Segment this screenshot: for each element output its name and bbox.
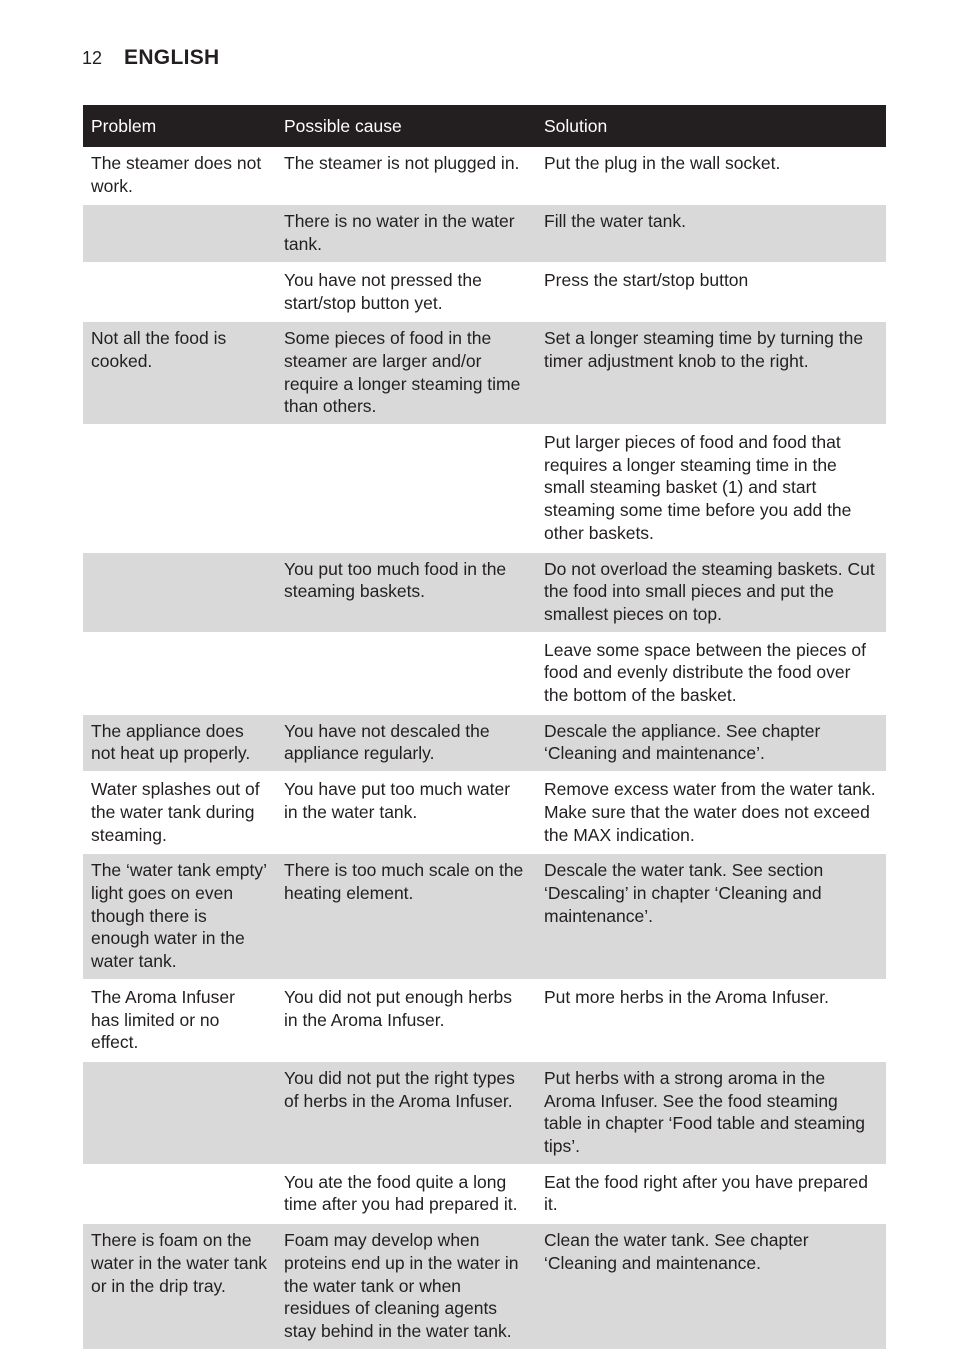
table-row (83, 147, 886, 204)
troubleshooting-table (83, 105, 886, 1351)
solution-cell: Eat the food right after you have prepared it. (536, 1165, 886, 1223)
cause-cell: Foam may develop when proteins end up in the water in the water tank or when residues of cleaning agents stay behind in the water tank. (276, 1223, 536, 1350)
solution-cell: Press the start/stop button (536, 263, 886, 321)
page-header (82, 46, 219, 70)
cause-cell: You did not put enough herbs in the Aroma Infuser. (276, 980, 536, 1061)
solution-cell: Put larger pieces of food and food that requires a longer steaming time in the small steaming basket (1) and start steaming some time before you add the other baskets. (536, 425, 886, 552)
cause-cell: You have not descaled the appliance regularly. (276, 714, 536, 772)
solution-cell: Put herbs with a strong aroma in the Aroma Infuser. See the food steaming table in chapter ‘Food table and steaming tips’. (536, 1061, 886, 1165)
table-row (83, 772, 886, 853)
table-row (83, 1223, 886, 1350)
table-row (83, 263, 886, 321)
cause-cell: The steamer is not plugged in. (276, 147, 536, 204)
problem-cell: There is foam on the water in the water tank or in the drip tray. (83, 1223, 276, 1350)
problem-cell: Water splashes out of the water tank during steaming. (83, 772, 276, 853)
solution-cell: Descale the appliance. See chapter ‘Cleaning and maintenance’. (536, 714, 886, 772)
problem-cell (83, 1165, 276, 1223)
solution-cell: Remove excess water from the water tank. Make sure that the water does not exceed the MAX indication. (536, 772, 886, 853)
cause-cell: You ate the food quite a long time after you had prepared it. (276, 1165, 536, 1223)
table-row (83, 714, 886, 772)
solution-cell: Do not overload the steaming baskets. Cut the food into small pieces and put the smallest pieces on top. (536, 552, 886, 633)
table-row (83, 552, 886, 633)
table-row (83, 853, 886, 980)
table-row (83, 204, 886, 262)
cause-cell: Some pieces of food in the steamer are larger and/or require a longer steaming time than others. (276, 321, 536, 425)
problem-cell: Not all the food is cooked. (83, 321, 276, 425)
cause-cell (276, 633, 536, 714)
solution-cell: Descale the water tank. See section ‘Descaling’ in chapter ‘Cleaning and maintenance’. (536, 853, 886, 980)
problem-cell: The appliance does not heat up properly. (83, 714, 276, 772)
problem-cell (83, 425, 276, 552)
page-number: 12 (82, 48, 103, 68)
problem-cell: The steamer does not work. (83, 147, 276, 204)
solution-cell: Put the plug in the wall socket. (536, 147, 886, 204)
problem-cell: The Aroma Infuser has limited or no effect. (83, 980, 276, 1061)
solution-cell: Clean the water tank. See chapter ‘Cleaning and maintenance. (536, 1223, 886, 1350)
problem-cell (83, 1061, 276, 1165)
table-row (83, 1165, 886, 1223)
column-header-problem: Problem (83, 105, 276, 147)
solution-cell: Set a longer steaming time by turning the timer adjustment knob to the right. (536, 321, 886, 425)
problem-cell: The ‘water tank empty’ light goes on even though there is enough water in the water tank. (83, 853, 276, 980)
cause-cell (276, 425, 536, 552)
section-title: ENGLISH (124, 46, 220, 69)
cause-cell: You did not put the right types of herbs in the Aroma Infuser. (276, 1061, 536, 1165)
column-header-possible-cause: Possible cause (276, 105, 536, 147)
column-header-solution: Solution (536, 105, 886, 147)
table-row (83, 633, 886, 714)
table-row (83, 1061, 886, 1165)
cause-cell: You have put too much water in the water tank. (276, 772, 536, 853)
problem-cell (83, 552, 276, 633)
solution-cell: Fill the water tank. (536, 204, 886, 262)
cause-cell: There is too much scale on the heating element. (276, 853, 536, 980)
table-header-row (83, 105, 886, 147)
table-row (83, 980, 886, 1061)
table-row (83, 321, 886, 425)
problem-cell (83, 263, 276, 321)
cause-cell: There is no water in the water tank. (276, 204, 536, 262)
solution-cell: Leave some space between the pieces of food and evenly distribute the food over the bottom of the basket. (536, 633, 886, 714)
problem-cell (83, 204, 276, 262)
table-row (83, 425, 886, 552)
problem-cell (83, 633, 276, 714)
cause-cell: You have not pressed the start/stop button yet. (276, 263, 536, 321)
cause-cell: You put too much food in the steaming baskets. (276, 552, 536, 633)
solution-cell: Put more herbs in the Aroma Infuser. (536, 980, 886, 1061)
